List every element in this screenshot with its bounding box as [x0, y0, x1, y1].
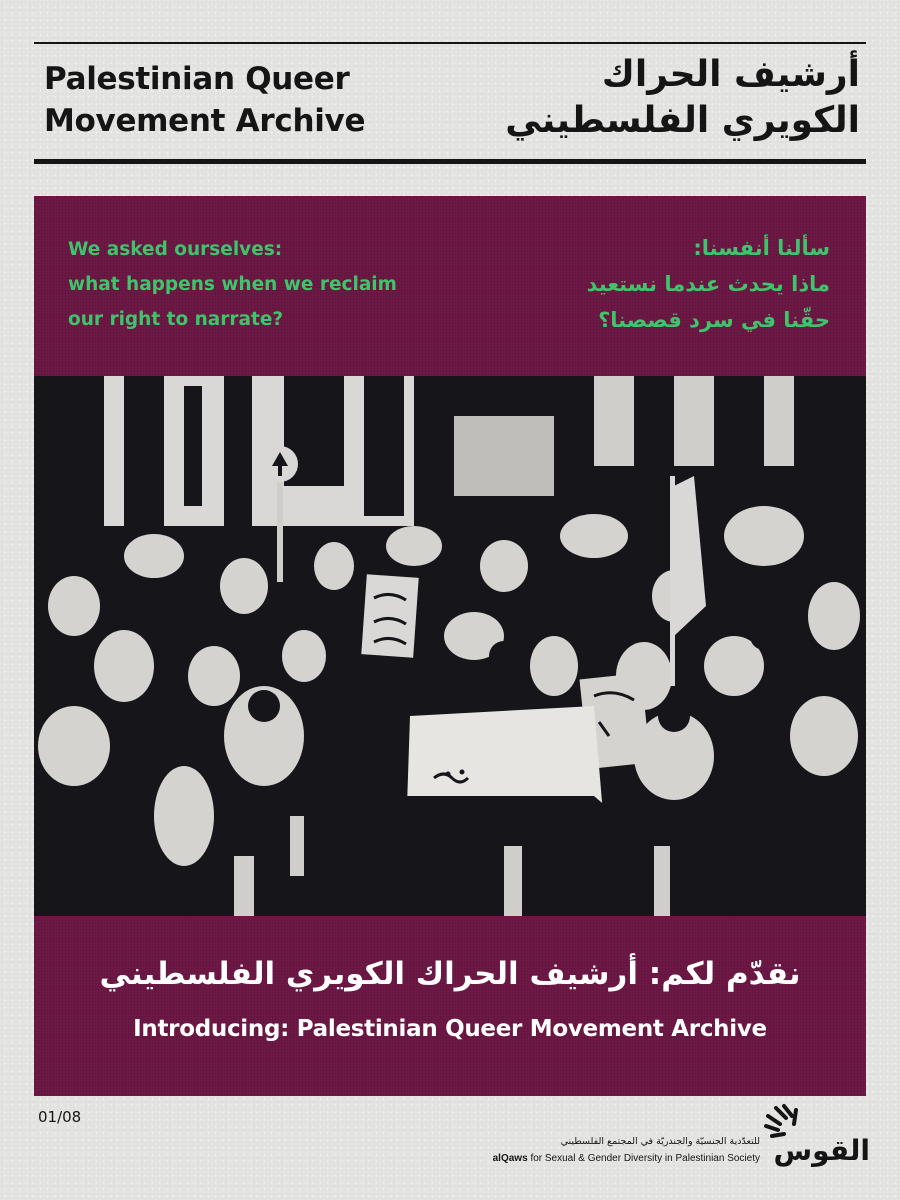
protest-illustration — [34, 376, 866, 916]
question-arabic — [470, 230, 830, 338]
title-english: Palestinian Queer Movement Archive — [44, 61, 366, 139]
org-description: for Sexual & Gender Diversity in Palestinian Society — [530, 1153, 760, 1164]
intro-english: Introducing: Palestinian Queer Movement Archive — [133, 1016, 767, 1042]
header-rule — [34, 159, 866, 164]
title-arabic: أرشيف الحراك الكويري الفلسطيني — [505, 54, 860, 141]
question-ar-line: ماذا يحدث عندما نستعيد — [586, 272, 830, 296]
question-en-line: We asked ourselves: — [68, 239, 283, 260]
org-tagline-english — [470, 1153, 760, 1164]
question-ar-line: سألنا أنفسنا: — [693, 236, 830, 260]
intro-arabic: نقدّم لكم: أرشيف الحراك الكويري الفلسطيني — [99, 956, 801, 992]
question-ar-line: حقّنا في سرد قصصنا؟ — [598, 308, 830, 332]
question-en-line: what happens when we reclaim — [68, 274, 397, 295]
protest-photo — [34, 376, 866, 916]
page-indicator: 01/08 — [38, 1108, 82, 1126]
alqaws-logo-wordmark: القوس — [773, 1134, 870, 1167]
question-en-line: our right to narrate? — [68, 309, 284, 330]
question-english — [68, 232, 448, 337]
top-rule — [34, 42, 866, 44]
org-tagline-arabic: للتعدّدية الجنسيّة والجندريّة في المجتمع الفلسطيني — [560, 1136, 760, 1147]
org-name: alQaws — [492, 1153, 528, 1164]
